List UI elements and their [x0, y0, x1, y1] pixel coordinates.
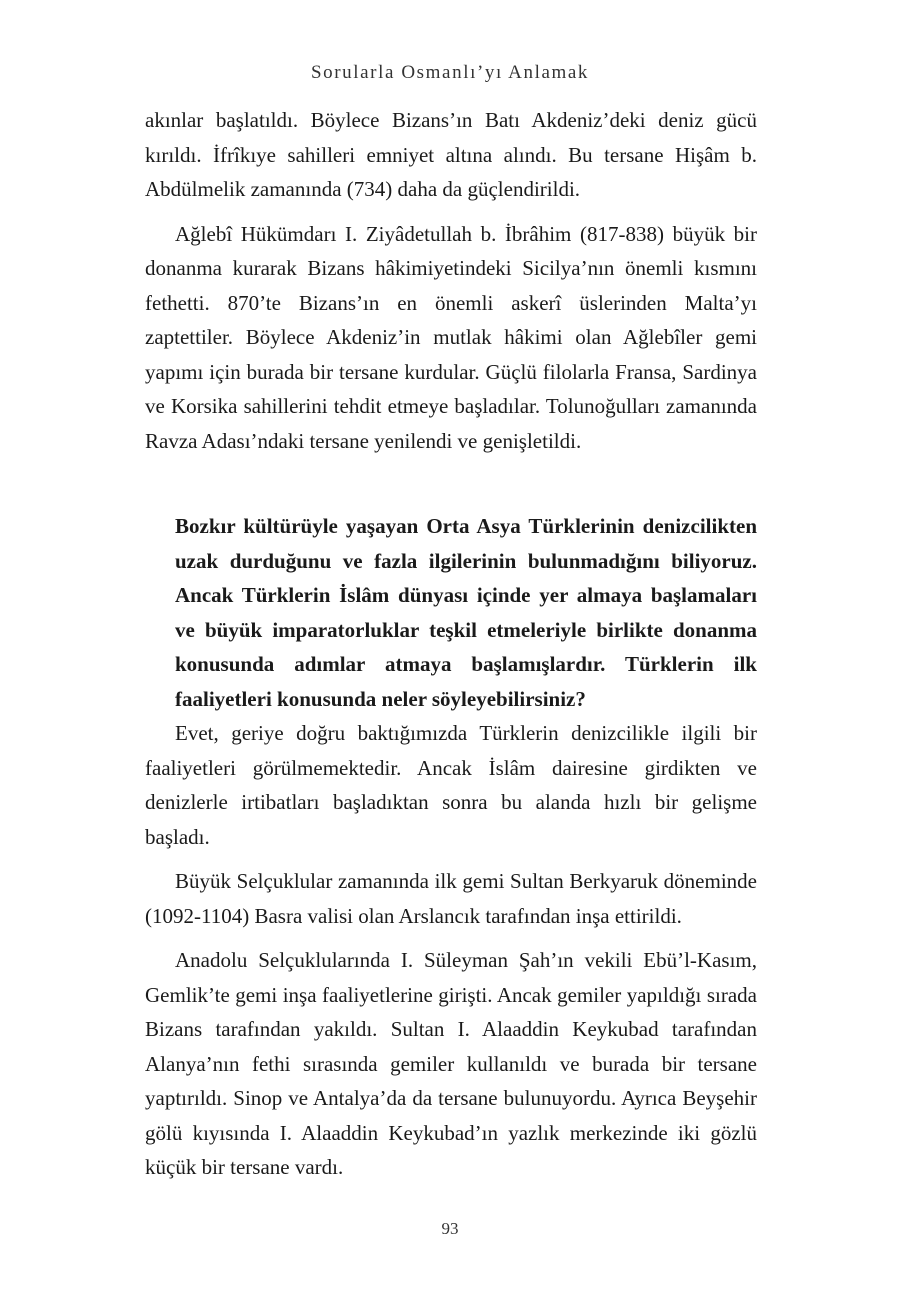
paragraph-anatolian-seljuks: Anadolu Selçuklularında I. Süleyman Şah’ın vekili Ebü’l-Kasım, Gemlik’te gemi inşa faaliyetlerine girişti. Ancak gemiler yapıldığı sırada Bizans tarafından yakıldı. Sultan I. Alaaddin Keykubad tarafından Alanya’nın fethi sırasında gemiler kullanıldı ve burada bir tersane yaptırıldı. Sinop ve Antalya’da da tersane bulunuyordu. Ayrıca Beyşehir gölü kıyısında I. Alaaddin Keykubad’ın yazlık merkezinde iki gözlü küçük bir tersane vardı.: [145, 948, 757, 1179]
paragraph-continued: akınlar başlatıldı. Böylece Bizans’ın Batı Akdeniz’deki deniz gücü kırıldı. İfrîkıye sahilleri emniyet altına alındı. Bu tersane Hişâm b. Abdülmelik zamanında (734) daha da güçlendirildi.: [145, 108, 757, 201]
question-text: Bozkır kültürüyle yaşayan Orta Asya Türklerinin denizcilikten uzak durduğunu ve fazla ilgilerinin bulunmadığını biliyoruz. Ancak Türklerin İslâm dünyası içinde yer almaya başlamaları ve büyük imparatorluklar teşkil etmeleriyle birlikte donanma konusunda adımlar atmaya başlamışlardır. Türklerin ilk faaliyetleri konusunda neler söyleyebilirsiniz?: [175, 514, 757, 711]
paragraph-answer-intro: Evet, geriye doğru baktığımızda Türklerin denizcilikle ilgili bir faaliyetleri görülmemektedir. Ancak İslâm dairesine girdikten ve denizlerle irtibatları başladıktan sonra bu alanda hızlı bir gelişme başladı.: [145, 721, 757, 849]
text-block-top: [145, 103, 757, 458]
paragraph-great-seljuks: Büyük Selçuklular zamanında ilk gemi Sultan Berkyaruk döneminde (1092-1104) Basra valisi olan Arslancık tarafından inşa ettirildi.: [145, 869, 757, 928]
paragraph-aghlabids: Ağlebî Hükümdarı I. Ziyâdetullah b. İbrâhim (817-838) büyük bir donanma kurarak Bizans hâkimiyetindeki Sicilya’nın önemli kısmını fethetti. 870’te Bizans’ın en önemli askerî üslerinden Malta’yı zaptettiler. Böylece Akdeniz’in mutlak hâkimi olan Ağlebîler gemi yapımı için burada bir tersane kurdular. Güçlü filolarla Fransa, Sardinya ve Korsika sahillerini tehdit etmeye başladılar. Tolunoğulları zamanında Ravza Adası’ndaki tersane yenilendi ve genişletildi.: [145, 221, 757, 453]
running-head: Sorularla Osmanlı’yı Anlamak: [310, 62, 590, 83]
text-block-answer: [145, 716, 757, 1185]
page-number: 93: [441, 1219, 459, 1238]
question-block: [145, 509, 757, 716]
